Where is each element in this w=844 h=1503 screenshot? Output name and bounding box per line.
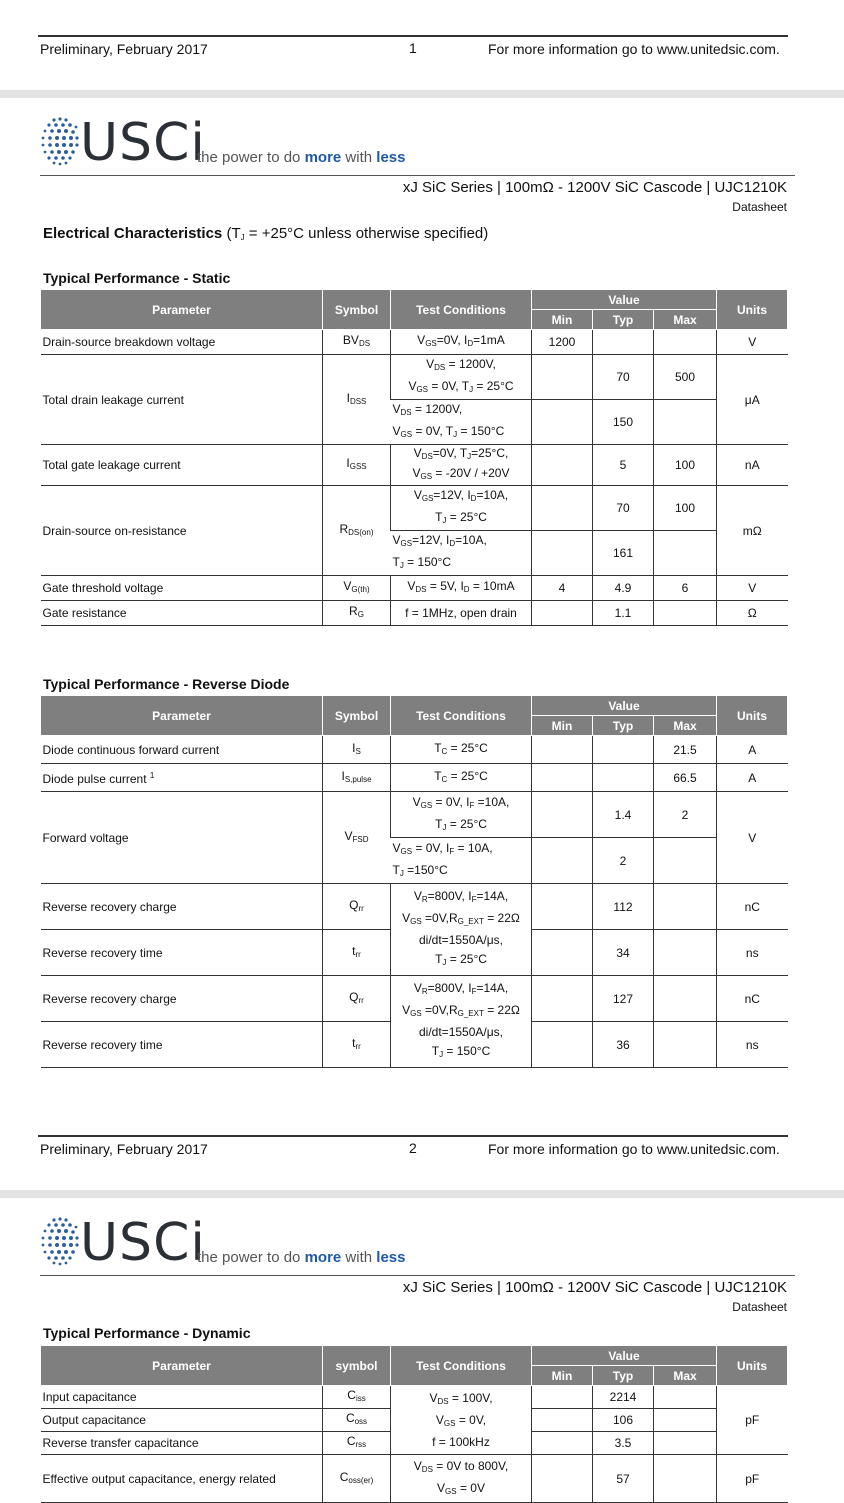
- condition-cell: $V_R=800V$, $I_F=14A$, $V_{GS} =0V,R_{G\_EXT} = 22\Omega$ di/dt=1550A/μs, $T_J = 25^\circ C$: [391, 884, 532, 976]
- table-row: [41, 976, 788, 1022]
- usci-logo: [40, 115, 420, 175]
- unit-cell: pF: [717, 1386, 788, 1455]
- max-cell: [654, 838, 717, 884]
- param-cell: Reverse recovery time: [41, 930, 323, 976]
- col-value: Value: [532, 290, 717, 310]
- min-cell: 1200: [532, 330, 593, 355]
- footer-rule: [38, 1135, 788, 1137]
- condition-cell: $V_{DS} = 5V$, $I_D = 10mA$: [391, 576, 532, 601]
- param-cell: Gate resistance: [41, 601, 323, 626]
- symbol-cell: $t_{rr}$: [323, 930, 391, 976]
- typ-cell: 3.5: [593, 1432, 654, 1455]
- page-separator: [0, 1190, 844, 1198]
- col-parameter: Parameter: [41, 1346, 323, 1386]
- param-cell: Diode pulse current $^1$: [41, 764, 323, 792]
- table-row: [41, 1386, 788, 1409]
- min-cell: [532, 764, 593, 792]
- col-typ: Typ: [593, 310, 654, 330]
- param-cell: Drain-source on-resistance: [41, 486, 323, 576]
- max-cell: [654, 531, 717, 576]
- unit-cell: V: [717, 576, 788, 601]
- logo-text: USCi: [80, 1213, 206, 1273]
- condition-cell: $V_{GS}=12V$, $I_D=10A$, $T_J = 150^\circ C$: [391, 531, 532, 576]
- col-max: Max: [654, 716, 717, 736]
- header-rule: [40, 175, 795, 176]
- symbol-cell: $R_{DS(on)}$: [323, 486, 391, 576]
- footer-website: For more information go to www.unitedsic.com.: [488, 1141, 780, 1157]
- typ-cell: 34: [593, 930, 654, 976]
- table-row: [41, 884, 788, 930]
- table-row: [41, 792, 788, 838]
- symbol-cell: $BV_{DS}$: [323, 330, 391, 355]
- symbol-cell: $Q_{rr}$: [323, 884, 391, 930]
- typ-cell: 2: [593, 838, 654, 884]
- min-cell: [532, 355, 593, 400]
- typ-cell: 4.9: [593, 576, 654, 601]
- col-min: Min: [532, 716, 593, 736]
- logo-dots-icon: [40, 1215, 80, 1267]
- table-row: [41, 445, 788, 486]
- table-row: [41, 736, 788, 764]
- table-row: [41, 1455, 788, 1503]
- unit-cell: ns: [717, 1022, 788, 1068]
- param-cell: Drain-source breakdown voltage: [41, 330, 323, 355]
- col-min: Min: [532, 310, 593, 330]
- param-cell: Effective output capacitance, energy related: [41, 1455, 323, 1503]
- unit-cell: nC: [717, 884, 788, 930]
- unit-cell: mΩ: [717, 486, 788, 576]
- symbol-cell: $V_{FSD}$: [323, 792, 391, 884]
- page-number: 2: [409, 1140, 417, 1156]
- dynamic-section-title: Typical Performance - Dynamic: [43, 1325, 251, 1341]
- condition-cell: $V_{GS} = 0V$, $I_F =10A$, $T_J = 25^\circ C$: [391, 792, 532, 838]
- min-cell: [532, 400, 593, 445]
- col-symbol: Symbol: [323, 290, 391, 330]
- typ-cell: 150: [593, 400, 654, 445]
- max-cell: [654, 330, 717, 355]
- table-row: [41, 576, 788, 601]
- col-max: Max: [654, 310, 717, 330]
- datasheet-label: Datasheet: [732, 1300, 787, 1314]
- table-row: [41, 764, 788, 792]
- typ-cell: 70: [593, 355, 654, 400]
- min-cell: [532, 736, 593, 764]
- page-number: 1: [409, 40, 417, 56]
- condition-cell: $V_R=800V$, $I_F=14A$, $V_{GS} =0V,R_{G\_EXT} = 22\Omega$ di/dt=1550A/μs, $T_J = 150^\circ C$: [391, 976, 532, 1068]
- unit-cell: ns: [717, 930, 788, 976]
- max-cell: [654, 884, 717, 930]
- max-cell: 100: [654, 486, 717, 531]
- tagline: the power to do more with less: [197, 149, 406, 166]
- min-cell: [532, 976, 593, 1022]
- typ-cell: 127: [593, 976, 654, 1022]
- col-test-conditions: Test Conditions: [391, 290, 532, 330]
- symbol-cell: $I_{S,pulse}$: [323, 764, 391, 792]
- footer-rule: [38, 35, 788, 37]
- symbol-cell: $V_{G(th)}$: [323, 576, 391, 601]
- max-cell: 66.5: [654, 764, 717, 792]
- min-cell: [532, 1432, 593, 1455]
- symbol-cell: $C_{rss}$: [323, 1432, 391, 1455]
- table-row: [41, 330, 788, 355]
- typ-cell: 5: [593, 445, 654, 486]
- max-cell: [654, 1022, 717, 1068]
- col-test-conditions: Test Conditions: [391, 1346, 532, 1386]
- unit-cell: A: [717, 736, 788, 764]
- logo-text: USCi: [80, 113, 206, 173]
- typ-cell: 106: [593, 1409, 654, 1432]
- min-cell: [532, 1455, 593, 1503]
- max-cell: [654, 976, 717, 1022]
- unit-cell: μA: [717, 355, 788, 445]
- series-title: xJ SiC Series | 100mΩ - 1200V SiC Cascode | UJC1210K: [402, 179, 787, 196]
- min-cell: [532, 601, 593, 626]
- min-cell: [532, 531, 593, 576]
- condition-cell: $V_{GS}=12V$, $I_D=10A$, $T_J = 25^\circ C$: [391, 486, 532, 531]
- min-cell: [532, 884, 593, 930]
- max-cell: [654, 930, 717, 976]
- max-cell: [654, 1386, 717, 1409]
- min-cell: [532, 445, 593, 486]
- min-cell: [532, 1386, 593, 1409]
- table-row: [41, 355, 788, 400]
- logo-dots-icon: [40, 115, 80, 167]
- symbol-cell: $R_G$: [323, 601, 391, 626]
- symbol-cell: $I_S$: [323, 736, 391, 764]
- header-rule: [40, 1275, 795, 1276]
- col-typ: Typ: [593, 716, 654, 736]
- symbol-cell: $C_{iss}$: [323, 1386, 391, 1409]
- condition-cell: $V_{DS} = 1200V$, $V_{GS} = 0V$, $T_J = 150^\circ C$: [391, 400, 532, 445]
- param-cell: Total gate leakage current: [41, 445, 323, 486]
- symbol-cell: $C_{oss}$: [323, 1409, 391, 1432]
- min-cell: [532, 1022, 593, 1068]
- page-separator: [0, 90, 844, 98]
- typ-cell: [593, 736, 654, 764]
- max-cell: [654, 1432, 717, 1455]
- col-min: Min: [532, 1366, 593, 1386]
- col-value: Value: [532, 1346, 717, 1366]
- max-cell: 21.5: [654, 736, 717, 764]
- condition-cell: $V_{DS} = 0V$ to 800V, $V_{GS} = 0V$: [391, 1455, 532, 1503]
- tagline: the power to do more with less: [197, 1249, 406, 1266]
- max-cell: 500: [654, 355, 717, 400]
- col-parameter: Parameter: [41, 696, 323, 736]
- diode-section-title: Typical Performance - Reverse Diode: [43, 676, 290, 692]
- col-units: Units: [717, 1346, 788, 1386]
- max-cell: 2: [654, 792, 717, 838]
- typ-cell: 36: [593, 1022, 654, 1068]
- dynamic-table: [40, 1345, 788, 1503]
- typ-cell: [593, 764, 654, 792]
- datasheet-label: Datasheet: [732, 200, 787, 214]
- param-cell: Gate threshold voltage: [41, 576, 323, 601]
- max-cell: [654, 1455, 717, 1503]
- unit-cell: V: [717, 330, 788, 355]
- symbol-cell: $Q_{rr}$: [323, 976, 391, 1022]
- param-cell: Reverse recovery charge: [41, 976, 323, 1022]
- condition-cell: $T_C = 25^\circ C$: [391, 736, 532, 764]
- min-cell: [532, 792, 593, 838]
- param-cell: Reverse recovery time: [41, 1022, 323, 1068]
- condition-cell: $V_{DS}=0V$, $T_J=25^\circ C$, $V_{GS} = -20V / +20V$: [391, 445, 532, 486]
- condition-cell: f = 1MHz, open drain: [391, 601, 532, 626]
- usci-logo: [40, 1215, 420, 1275]
- footer-date: Preliminary, February 2017: [40, 1141, 208, 1157]
- param-cell: Forward voltage: [41, 792, 323, 884]
- max-cell: 6: [654, 576, 717, 601]
- max-cell: 100: [654, 445, 717, 486]
- condition-cell: $V_{DS} = 1200V$, $V_{GS} = 0V$, $T_J = 25^\circ C$: [391, 355, 532, 400]
- series-title: xJ SiC Series | 100mΩ - 1200V SiC Cascode | UJC1210K: [402, 1279, 787, 1296]
- footer-website: For more information go to www.unitedsic.com.: [488, 41, 780, 57]
- condition-cell: $V_{DS} = 100V$, $V_{GS} = 0V$, f = 100kHz: [391, 1386, 532, 1455]
- symbol-cell: $I_{DSS}$: [323, 355, 391, 445]
- condition-cell: $V_{GS}=0V$, $I_D=1mA$: [391, 330, 532, 355]
- unit-cell: A: [717, 764, 788, 792]
- typ-cell: [593, 330, 654, 355]
- param-cell: Reverse transfer capacitance: [41, 1432, 323, 1455]
- symbol-cell: $t_{rr}$: [323, 1022, 391, 1068]
- min-cell: [532, 838, 593, 884]
- typ-cell: 112: [593, 884, 654, 930]
- param-cell: Reverse recovery charge: [41, 884, 323, 930]
- max-cell: [654, 1409, 717, 1432]
- unit-cell: nA: [717, 445, 788, 486]
- typ-cell: 57: [593, 1455, 654, 1503]
- typ-cell: 2214: [593, 1386, 654, 1409]
- condition-cell: $V_{GS} = 0V$, $I_F = 10A$, $T_J =150^\circ C$: [391, 838, 532, 884]
- table-row: [41, 486, 788, 531]
- param-cell: Input capacitance: [41, 1386, 323, 1409]
- condition-cell: $T_C = 25^\circ C$: [391, 764, 532, 792]
- col-typ: Typ: [593, 1366, 654, 1386]
- col-units: Units: [717, 696, 788, 736]
- unit-cell: V: [717, 792, 788, 884]
- col-max: Max: [654, 1366, 717, 1386]
- table-row: [41, 601, 788, 626]
- max-cell: [654, 601, 717, 626]
- param-cell: Output capacitance: [41, 1409, 323, 1432]
- col-test-conditions: Test Conditions: [391, 696, 532, 736]
- col-symbol: symbol: [323, 1346, 391, 1386]
- param-cell: Diode continuous forward current: [41, 736, 323, 764]
- col-units: Units: [717, 290, 788, 330]
- min-cell: [532, 930, 593, 976]
- unit-cell: nC: [717, 976, 788, 1022]
- typ-cell: 1.1: [593, 601, 654, 626]
- unit-cell: pF: [717, 1455, 788, 1503]
- param-cell: Total drain leakage current: [41, 355, 323, 445]
- static-table: [40, 289, 788, 626]
- unit-cell: Ω: [717, 601, 788, 626]
- electrical-heading: Electrical Characteristics ($T_J = +25^\circ C$ unless otherwise specified): [43, 225, 489, 242]
- min-cell: [532, 486, 593, 531]
- symbol-cell: $I_{GSS}$: [323, 445, 391, 486]
- min-cell: [532, 1409, 593, 1432]
- symbol-cell: $C_{oss(er)}$: [323, 1455, 391, 1503]
- col-parameter: Parameter: [41, 290, 323, 330]
- col-value: Value: [532, 696, 717, 716]
- typ-cell: 161: [593, 531, 654, 576]
- max-cell: [654, 400, 717, 445]
- col-symbol: Symbol: [323, 696, 391, 736]
- footer-date: Preliminary, February 2017: [40, 41, 208, 57]
- typ-cell: 1.4: [593, 792, 654, 838]
- diode-table: [40, 695, 788, 1068]
- static-section-title: Typical Performance - Static: [43, 270, 231, 286]
- min-cell: 4: [532, 576, 593, 601]
- typ-cell: 70: [593, 486, 654, 531]
